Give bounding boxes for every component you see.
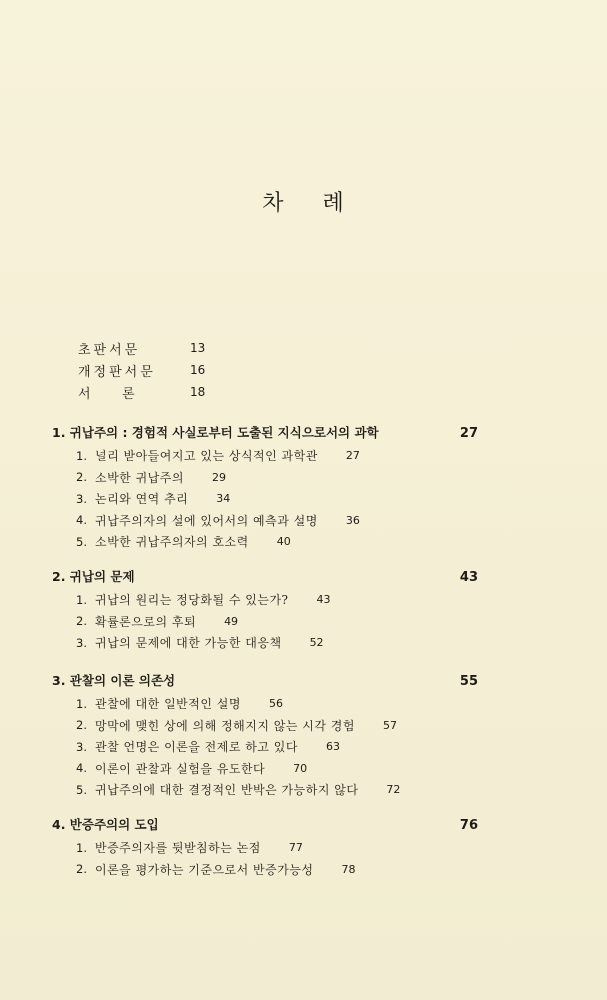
preface-entry[interactable] [78, 381, 278, 403]
section-number: 1. [76, 840, 87, 855]
section-number: 4. [76, 513, 87, 528]
section-entry[interactable] [76, 837, 478, 859]
section-number: 2. [76, 470, 87, 485]
chapter-heading[interactable] [52, 423, 478, 445]
section-entry[interactable] [76, 632, 478, 654]
section-page: 52 [309, 636, 324, 650]
section-entry[interactable] [76, 510, 478, 532]
section-title: 관찰에 대한 일반적인 설명 [95, 697, 241, 712]
section-number: 4. [76, 761, 87, 776]
section-entry[interactable] [76, 715, 478, 737]
section-page: 43 [316, 593, 331, 607]
section-number: 5. [76, 782, 87, 797]
chapter-page: 43 [459, 570, 478, 585]
chapter-heading[interactable] [52, 567, 478, 589]
section-page: 36 [345, 513, 360, 527]
section-page: 49 [224, 614, 239, 628]
section-page: 56 [268, 697, 283, 711]
section-page: 27 [345, 449, 360, 463]
section-entry[interactable] [76, 859, 478, 881]
section-page: 78 [341, 862, 356, 876]
section-title: 소박한 귀납주의 [95, 470, 184, 485]
section-number: 1. [76, 448, 87, 463]
preface-entry-page: 16 [190, 363, 206, 377]
section-entry[interactable] [76, 589, 478, 611]
preface-entry-label: 초판서문 [78, 342, 141, 358]
section-entry[interactable] [76, 611, 478, 633]
chapter-page: 76 [459, 818, 478, 833]
section-title: 망막에 맺힌 상에 의해 정해지지 않는 시각 경험 [95, 718, 355, 733]
section-number: 3. [76, 739, 87, 754]
section-page: 57 [382, 718, 397, 732]
section-title: 귀납의 문제에 대한 가능한 대응책 [95, 636, 282, 651]
chapter-section-list [76, 589, 478, 654]
chapter-page: 27 [459, 426, 478, 441]
section-title: 관찰 언명은 이론을 전제로 하고 있다 [95, 740, 298, 755]
chapter-title: 1. 귀납주의 : 경험적 사실로부터 도출된 지식으로서의 과학 [52, 425, 379, 440]
section-entry[interactable] [76, 758, 478, 780]
page-title [0, 186, 607, 217]
section-number: 2. [76, 718, 87, 733]
section-page: 34 [216, 492, 231, 506]
chapter-1 [52, 423, 478, 553]
chapter-3 [52, 671, 478, 801]
section-entry[interactable] [76, 488, 478, 510]
section-entry[interactable] [76, 467, 478, 489]
chapter-section-list [76, 693, 478, 801]
chapter-title: 2. 귀납의 문제 [52, 569, 135, 584]
section-number: 2. [76, 862, 87, 877]
chapter-section-list [76, 837, 478, 880]
section-entry[interactable] [76, 531, 478, 553]
section-number: 5. [76, 534, 87, 549]
section-number: 3. [76, 491, 87, 506]
title-char-1: 차 [262, 191, 285, 216]
chapter-heading[interactable] [52, 815, 478, 837]
section-page: 72 [386, 783, 401, 797]
section-title: 널리 받아들여지고 있는 상식적인 과학관 [95, 449, 318, 464]
title-char-2: 례 [322, 191, 345, 216]
section-title: 반증주의자를 뒷받침하는 논점 [95, 841, 261, 856]
preface-entry-label: 서 론 [78, 386, 138, 402]
chapter-heading[interactable] [52, 671, 478, 693]
section-title: 귀납의 원리는 정당화될 수 있는가? [95, 593, 289, 608]
preface-entry[interactable] [78, 337, 278, 359]
section-page: 77 [288, 841, 303, 855]
section-page: 63 [325, 740, 340, 754]
section-title: 이론이 관찰과 실험을 유도한다 [95, 761, 266, 776]
preface-entry[interactable] [78, 359, 278, 381]
chapter-page: 55 [459, 674, 478, 689]
section-entry[interactable] [76, 693, 478, 715]
preface-entry-label: 개정판서문 [78, 364, 156, 380]
section-title: 확률론으로의 후퇴 [95, 614, 197, 629]
section-entry[interactable] [76, 779, 478, 801]
section-title: 논리와 연역 추리 [95, 492, 189, 507]
section-number: 3. [76, 635, 87, 650]
section-title: 이론을 평가하는 기준으로서 반증가능성 [95, 862, 314, 877]
preface-entry-page: 13 [190, 341, 206, 355]
section-title: 소박한 귀납주의자의 호소력 [95, 535, 249, 550]
section-number: 2. [76, 614, 87, 629]
section-title: 귀납주의자의 설에 있어서의 예측과 설명 [95, 513, 318, 528]
section-number: 1. [76, 592, 87, 607]
preface-entry-page: 18 [190, 385, 206, 399]
chapter-title: 4. 반증주의의 도입 [52, 817, 159, 832]
chapter-section-list [76, 445, 478, 553]
section-page: 70 [293, 761, 308, 775]
section-title: 귀납주의에 대한 결정적인 반박은 가능하지 않다 [95, 783, 359, 798]
section-page: 29 [211, 470, 226, 484]
section-page: 40 [276, 535, 291, 549]
chapter-4 [52, 815, 478, 880]
section-number: 1. [76, 696, 87, 711]
section-entry[interactable] [76, 445, 478, 467]
section-entry[interactable] [76, 736, 478, 758]
chapter-title: 3. 관찰의 이론 의존성 [52, 673, 176, 688]
chapter-2 [52, 567, 478, 654]
preface-list [78, 337, 278, 403]
